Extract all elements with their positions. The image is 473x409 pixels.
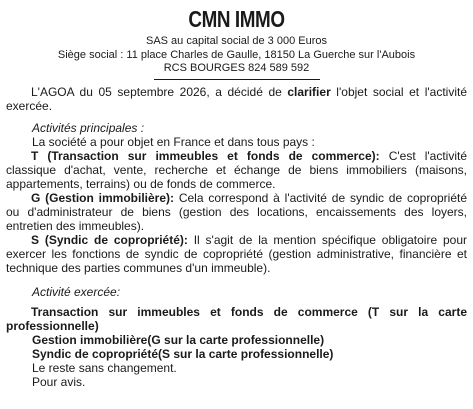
activity-label: G (Gestion immobilière): bbox=[31, 190, 174, 205]
activity-item-transaction bbox=[6, 149, 467, 191]
activity-label: T (Transaction sur immeubles et fonds de commerce): bbox=[31, 148, 380, 163]
activity-label: S (Syndic de copropriété): bbox=[31, 232, 188, 247]
principal-heading: Activités principales : bbox=[32, 120, 145, 135]
exercised-heading: Activité exercée: bbox=[32, 284, 121, 299]
capital-line: SAS au capital social de 3 000 Euros bbox=[145, 35, 327, 47]
address-line: Siège social : 11 place Charles de Gaulle, 18150 La Guerche sur l'Aubois bbox=[57, 48, 416, 61]
closing-note: Pour avis. bbox=[32, 374, 86, 389]
activity-text: C'est l'activité classique d'achat, vente, recherche et échange de biens immobiliers (maisons, appartements, terrains) ou de fonds de commerce. bbox=[6, 148, 467, 191]
header-divider bbox=[154, 79, 320, 80]
intro-paragraph: L'AGOA du 05 septembre 2026, a décidé de clarifier l'objet social et l'activité exercée. bbox=[6, 84, 467, 113]
rcs-line: RCS BOURGES 824 589 592 bbox=[163, 62, 310, 74]
company-name: CMN IMMO bbox=[188, 6, 285, 32]
intro-bold-word: clarifier bbox=[287, 84, 331, 99]
principal-lead: La société a pour objet en France et dans tous pays : bbox=[32, 134, 315, 149]
activity-item-gestion bbox=[6, 191, 467, 233]
activity-item-syndic bbox=[6, 233, 467, 275]
exercised-item: Gestion immobilière(G sur la carte professionnelle) bbox=[32, 332, 325, 347]
activity-text: Cela correspond à l'activité de syndic de copropriété ou d'administrateur de biens (gestion des locations, encaissements des loyers, entretien des immeubles). bbox=[6, 190, 468, 233]
exercised-item: Transaction sur immeubles et fonds de commerce (T sur la carte professionnelle) bbox=[6, 304, 467, 333]
activity-text: Il s'agit de la mention spécifique obligatoire pour exercer les fonctions de syndic de copropriété (gestion administrative, financière et technique des parties communes d'un immeuble). bbox=[6, 232, 467, 275]
exercised-item: Syndic de copropriété(S sur la carte professionnelle) bbox=[32, 346, 334, 361]
unchanged-note: Le reste sans changement. bbox=[32, 360, 177, 375]
